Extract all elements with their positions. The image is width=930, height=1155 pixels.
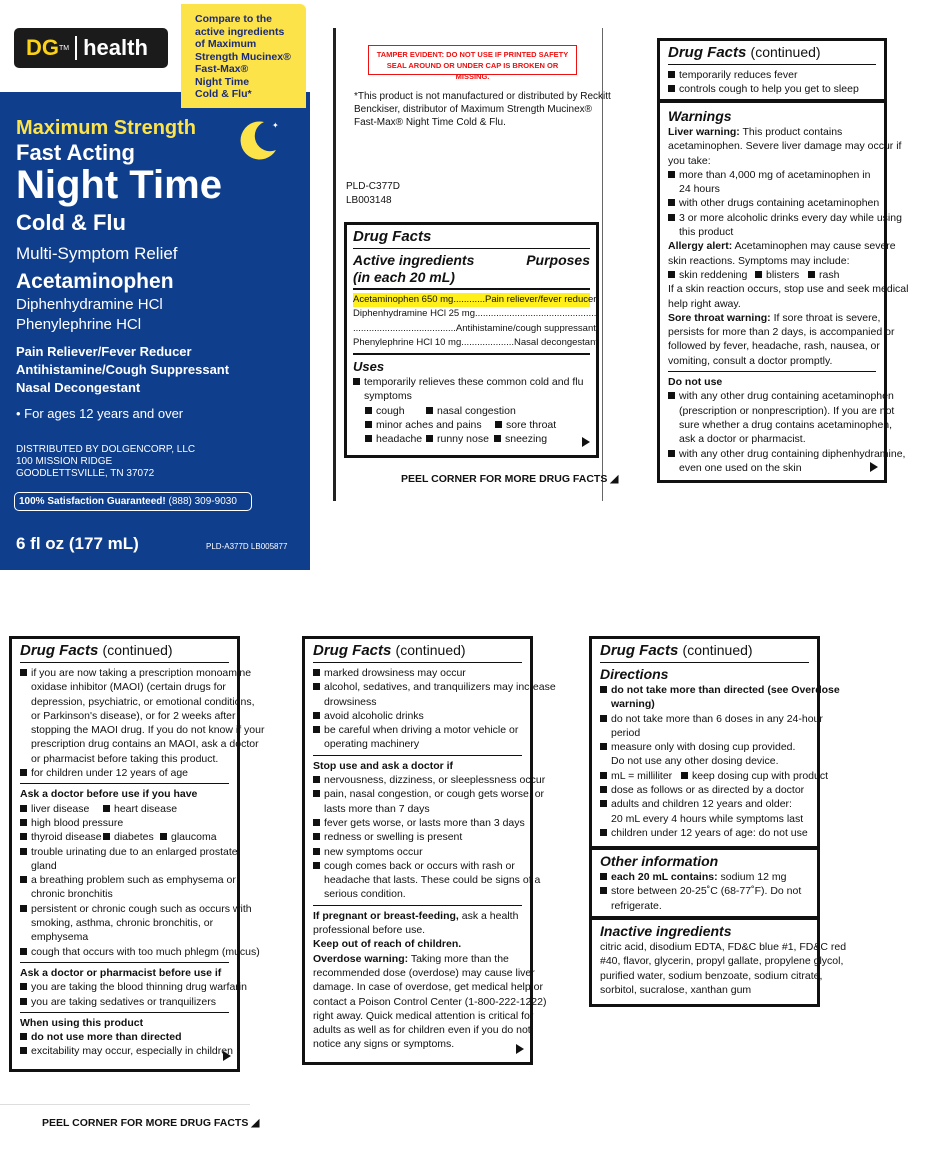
ingredient-acetaminophen: Acetaminophen bbox=[16, 270, 174, 293]
stop-use-header: Stop use and ask a doctor if bbox=[313, 759, 454, 772]
ask-doctor-header: Ask a doctor before use if you have bbox=[20, 788, 198, 801]
cold-flu-text: Cold & Flu bbox=[16, 210, 126, 235]
ingredient-diphenhydramine: Diphenhydramine HCl bbox=[16, 296, 163, 313]
active-ingredients-header: Active ingredients (in each 20 mL) Purposes bbox=[353, 252, 590, 285]
front-label bbox=[0, 0, 310, 570]
distributor-line1: DISTRIBUTED BY DOLGENCORP, LLC bbox=[16, 444, 196, 455]
ingredient-phenylephrine: Phenylephrine HCl bbox=[16, 316, 142, 333]
other-info-header: Other information bbox=[600, 853, 719, 869]
use-pain: Pain Reliever/Fever Reducer bbox=[16, 344, 192, 359]
phone-number: (888) 309-9030 bbox=[168, 496, 237, 507]
continue-arrow-icon bbox=[870, 462, 878, 472]
drug-facts-title: Drug Facts bbox=[353, 228, 432, 245]
active-row-phenylephrine: Phenylephrine HCl 10 mg....................Nasal decongestant bbox=[353, 336, 599, 348]
bottom-divider bbox=[0, 1104, 250, 1105]
ages-text: • For ages 12 years and over bbox=[16, 406, 184, 421]
drug-facts-panel-2: Drug Facts (continued) temporarily reduces fever controls cough to help you get to sleep bbox=[657, 38, 887, 102]
divider-left bbox=[333, 28, 336, 501]
inactive-header: Inactive ingredients bbox=[600, 923, 732, 939]
svg-text:✦: ✦ bbox=[272, 121, 279, 130]
peel-triangle-icon: ◢ bbox=[251, 1117, 260, 1129]
other-information-panel: Other information each 20 mL contains: sodium 12 mg store between 20-25˚C (68-77˚F). Do not refrigerate. bbox=[589, 847, 820, 919]
drug-facts-panel-3: Drug Facts (continued) if you are now taking a prescription monoamine oxidase inhibitor (MAOI) (certain drugs for depression, psychiatric, or emotional conditions, or Parkinson's disease), or for 2 weeks after stopping the MAOI drug. If you do not know if your prescription drug contains an MAOI, ask a doctor or pharmacist before taking this product. for children under 12 years of age Ask a doctor before use if you have liver disease heart disease high blood pressure thyroid disease diabetes glaucoma trouble urinating due to an enlarged prostate gland a breathing problem such as emphysema or chronic bronchitis persistent or chronic cough such as occurs with smoking, asthma, chronic bronchitis, or emphysema cough that occurs with too much phlegm (mucus) Ask a doctor or pharmacist before use if you are taking the blood thinning drug warfarin you are taking sedatives or tranquilizers When using this product do not use more than directed excitability may occur, especially in children bbox=[9, 636, 240, 1072]
directions-header: Directions bbox=[600, 666, 669, 682]
do-not-use-header: Do not use bbox=[668, 376, 723, 389]
fast-acting-text: Fast Acting bbox=[16, 140, 135, 165]
distributor-line2: 100 MISSION RIDGE bbox=[16, 456, 113, 467]
warnings-header: Warnings bbox=[668, 108, 732, 124]
ask-pharmacist-header: Ask a doctor or pharmacist before use if bbox=[20, 966, 222, 979]
directions-panel: Drug Facts (continued) Directions do not take more than directed (see Overdose warning) do not take more than 6 doses in any 24-hour period measure only with dosing cup provided. Do not use any other dosing device. mL = milliliter keep dosing cup with product dose as follows or as directed by a doctor adults and children 12 years and older: 20 mL every 4 hours while symptoms last children under 12 years of age: do not use bbox=[589, 636, 820, 849]
keep-out-reach: Keep out of reach of children. bbox=[313, 938, 462, 951]
logo-health: health bbox=[83, 35, 148, 60]
guarantee-box: 100% Satisfaction Guaranteed! (888) 309-9030 bbox=[14, 492, 252, 511]
logo-dg: DG bbox=[26, 35, 59, 60]
warnings-panel: Warnings Liver warning: This product contains acetaminophen. Severe liver damage may occur if you take: more than 4,000 mg of acetaminophen in 24 hours with other drugs containing acetaminophen 3 or more alcoholic drinks every day while using this product Allergy alert: Acetaminophen may cause severe skin reactions. Symptoms may include: skin reddening blisters rash If a skin reaction occurs, stop use and seek medical help right away. Sore throat warning: If sore throat is severe, persists for more than 2 days, is accompanied or followed by fever, headache, rash, nausea, or vomiting, consult a doctor promptly. Do not use with any other drug containing acetaminophen (prescription or nonprescription). If you are not sure whether a drug contains acetaminophen, ask a doctor or pharmacist. with any other drug containing diphenhydramine, even one used on the skin bbox=[657, 100, 887, 483]
continue-arrow-icon bbox=[582, 437, 590, 447]
distributor-line3: GOODLETTSVILLE, TN 37072 bbox=[16, 468, 155, 479]
peel-corner-text-2: PEEL CORNER FOR MORE DRUG FACTS ◢ bbox=[42, 1117, 260, 1129]
disclaimer-text: *This product is not manufactured or distributed by Reckitt Benckiser, distributor of Maximum Strength Mucinex® Fast-Max® Night Time Cold & Flu. bbox=[354, 91, 611, 128]
peel-triangle-icon: ◢ bbox=[610, 473, 619, 485]
tamper-notice: TAMPER EVIDENT: DO NOT USE IF PRINTED SAFETY SEAL AROUND OR UNDER CAP IS BROKEN OR MISSING. bbox=[368, 45, 577, 75]
active-row-diphenhydramine-purpose: .......................................Antihistamine/cough suppressant bbox=[353, 322, 596, 334]
peel-corner-text: PEEL CORNER FOR MORE DRUG FACTS ◢ bbox=[401, 473, 619, 485]
net-contents: 6 fl oz (177 mL) bbox=[16, 534, 139, 553]
drug-facts-panel-1: Drug Facts Active ingredients (in each 20 mL) Purposes Acetaminophen 650 mg............Pain reliever/fever reducer Diphenhydramine HCl 25 mg.............................................. .......................................Antihistamine/cough suppressant Phenylephrine HCl 10 mg....................Nasal decongestant Uses temporarily relieves these common cold and flu symptoms cough nasal congestion minor aches and pains sore throat headache runny nose sneezing bbox=[344, 222, 599, 458]
when-using-header: When using this product bbox=[20, 1016, 144, 1029]
use-antihistamine: Antihistamine/Cough Suppressant bbox=[16, 362, 230, 377]
continue-arrow-icon bbox=[223, 1051, 231, 1061]
uses-header: Uses bbox=[353, 359, 385, 375]
front-codes: PLD-A377D LB005877 bbox=[206, 542, 288, 551]
purposes-header: Purposes bbox=[526, 252, 590, 268]
dg-health-logo bbox=[14, 28, 168, 68]
drug-facts-panel-4: Drug Facts (continued) marked drowsiness may occur alcohol, sedatives, and tranquilizers may increase drowsiness avoid alcoholic drinks be careful when driving a motor vehicle or operating machinery Stop use and ask a doctor if nervousness, dizziness, or sleeplessness occur pain, nasal congestion, or cough gets worse, or lasts more than 7 days fever gets worse, or lasts more than 3 days redness or swelling is present new symptoms occur cough comes back or occurs with rash or headache that lasts. These could be signs of a serious condition. If pregnant or breast-feeding, ask a health professional before use. Keep out of reach of children. Overdose warning: Taking more than the recommended dose (overdose) may cause liver damage. In case of overdose, get medical help or contact a Poison Control Center (1-800-222-1222) right away. Quick medical attention is critical for adults as well as for children even if you do not notice any signs or symptoms. bbox=[302, 636, 533, 1065]
active-row-acetaminophen: Acetaminophen 650 mg............Pain reliever/fever reducer bbox=[353, 293, 590, 307]
compare-badge: Compare to the active ingredients of Maximum Strength Mucinex® Fast-Max® Night Time Cold & Flu* bbox=[181, 4, 306, 108]
product-name: Night Time bbox=[16, 163, 222, 207]
multi-symptom-text: Multi-Symptom Relief bbox=[16, 244, 178, 263]
strength-text: Maximum Strength bbox=[16, 117, 197, 139]
use-nasal: Nasal Decongestant bbox=[16, 380, 141, 395]
back-codes: PLD-C377D LB003148 bbox=[346, 181, 400, 206]
continue-arrow-icon bbox=[516, 1044, 524, 1054]
logo-tm: TM bbox=[59, 44, 70, 52]
active-row-diphenhydramine: Diphenhydramine HCl 25 mg.............................................. bbox=[353, 308, 597, 320]
moon-icon bbox=[236, 118, 280, 162]
inactive-ingredients-panel: Inactive ingredients citric acid, disodium EDTA, FD&C blue #1, FD&C red #40, flavor, glycerin, propyl gallate, propylene glycol, purified water, sodium benzoate, sodium citrate, sorbitol, sucralose, xanthan gum bbox=[589, 917, 820, 1007]
